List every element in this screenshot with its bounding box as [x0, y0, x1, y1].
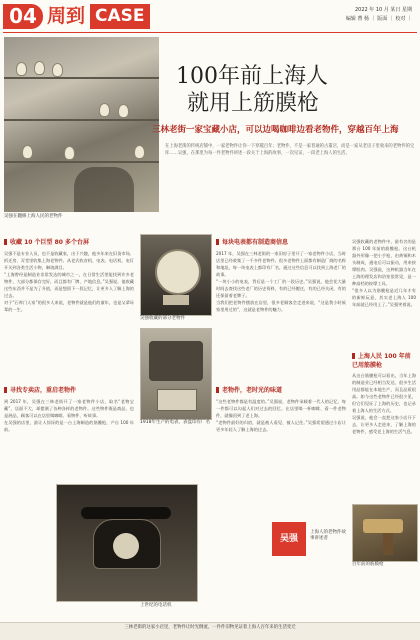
meter-caption: 吴强收藏的部分老物件 [140, 316, 185, 321]
radio-caption: 1918年生产的电表，表盘印有厂名 [140, 420, 210, 425]
headline-line-2: 就用上筋膜枪 [187, 91, 320, 116]
date-line: 2022 年 10 月 某日 星期 [354, 7, 412, 13]
section-heading-2: 寻找专卖店，重启老物件 [4, 386, 76, 395]
column-3b-text: 从这台筋膜枪可以看出，当年上海的制造业已经相当发达，很多生活用品都能在本地生产，而且品质很高。如今这些老物件已经很少见，但它们见证了上海的历史，也记录着上海人的生活方式。 吴强说，他会一直把这家小店开下去，让更多人走进来，了解上海的老物件，感受老上海的生活气息。 [352, 373, 416, 434]
column-2-text: 2017 年，吴强在三林老街的一家旧房子里开了一家老物件小店，当时店里已经收集了一千多件老物件。很多老物件上面都有制造厂商的名称和地址，每一块电表上都印有厂名，通过这些信息可以找到上海老厂的故事。 “一块小小的电表，背后是一个工厂的一段历史。”吴强说，他会花大量时间去查找这些老厂的历史资料，有的已经搬迁，有的已经关闭，有的还保留着老牌子。 当我们把老物件摆放在店里，很多老顾客会走进来说，“这是我小时候家里用过的”，这就是老物件的魅力。 [216, 251, 346, 312]
section-heading-4: 老物件，老时光的味道 [216, 386, 282, 395]
editor-line: 编辑 曹 杨 ｜ 版面 ｜ 校对 ｜ [345, 16, 412, 22]
author-name: 吴强 [279, 533, 298, 544]
section-heading-5: 上海人民 100 年前已用筋膜枪 [352, 352, 416, 370]
meter-photo [140, 234, 212, 316]
column-1b-text: 到 2017 年，吴强在三林老街开了一家老物件小店，取名“老物宝藏”，店面不大，却摆满了各种各样的老物件。这些物件既是商品，也是展品，顾客可以在店里喝咖啡、看物件、听故事。 在吴强的店里，最让人惊讶的是一台上海制造的筋膜枪，产自 100 年前。 [4, 399, 134, 432]
photo-caption: 吴强在翻修上海人民的老物件 [4, 214, 63, 219]
telephone-caption: 上世纪的电话机 [140, 603, 172, 608]
subtitle: 三林老街一家宝藏小店，可以边喝咖啡边看老物件，穿越百年上海 [152, 125, 399, 135]
headline-line-1: 100年前上海人 [176, 64, 328, 89]
section-heading-1: 收藏 10 个巨型 80 多个台屏 [4, 238, 89, 247]
column-3-text: 吴强收藏的老物件中，最有名的是那台 100 年前的筋膜枪。这台机器外形像一把小手枪，由黄铜和木头制成，通电后可以振动，用来按摩肌肉。吴强说，这种机器当年在上海的理发店和浴室很常见，是一种高档的按摩工具。 “很多人以为筋膜枪是近几年才有的新鲜玩意，其实老上海人 100 年前就已经用上了。”吴强笑着说。 [352, 239, 416, 307]
fascia-gun-caption: 百年前的筋膜枪 [352, 562, 384, 567]
section-heading-3: 每块电表都有制造商信息 [216, 238, 288, 247]
column-1-text: 吴强不是专业人员，也不是收藏家，出于兴趣，他多年来在旧货市场、拆迁房、弄堂里收集上海老物件。从老式收音机、电表、电话机、电灯开关到各类生活小物，琳琅满目。 “上海曾经是制造业非常发达的城市之一，在日常生活里能找到许多老物件，大部分都保存完好，而且都有厂牌、产地信息。”吴强说，他收藏这些东西并不是为了升值，而是想留下一段记忆，让更多人了解上海的过去。 对于“石库门人家”的很多人来说，老物件就是他们的童年，也是父辈母辈的一生。 [4, 251, 134, 312]
page-number: 04 [3, 4, 43, 29]
author-tagline: 上海人的老物件故事讲述者 [310, 530, 346, 541]
radio-photo [140, 328, 212, 420]
intro-paragraph: 在上海老街的传统店铺中，一家老物件让你一下穿越百年；老物件，不是一家普通的古董店，而是一家从老房子里收来的老物件的宝库……吴强，在那里为每一件老物件讲述一段关于上海的故事，一次见证，一段老上海人的生活。 [165, 144, 415, 157]
author-stamp [272, 522, 306, 556]
column-2b-text: “这些老物件都是有温度的。”吴强说，老物件承载着一代人的记忆，每一件都可以勾起人们对过去的回忆。在店里喝一杯咖啡、看一件老物件，就像回到了老上海。 “老物件最好的归宿，就是被人看见、被人记住。”吴强希望通过小店让更多年轻人了解上海的过去。 [216, 399, 346, 432]
telephone-photo [56, 484, 198, 602]
section-label: 周到 [47, 5, 86, 27]
section-label-en: CASE [90, 4, 150, 29]
footer-caption: 三林老街的这家小店里，老物件让时光倒流，一件件旧物见证着上海人百年来的生活变迁 [0, 622, 420, 640]
fascia-gun-photo [352, 504, 418, 562]
header-rule [3, 32, 417, 33]
lead-photo [4, 37, 159, 212]
